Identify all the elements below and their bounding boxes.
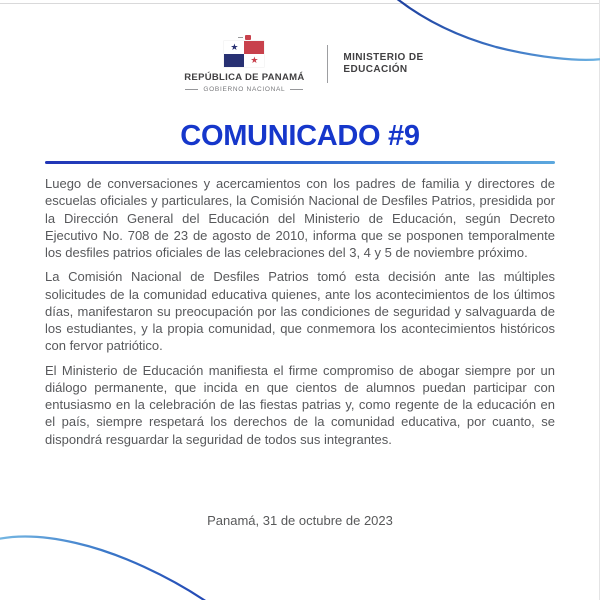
subtitle-left-line: [185, 89, 198, 90]
paragraph-1: Luego de conversaciones y acercamientos con los padres de familia y directores de escuelas oficiales y particulares, la Comisión Nacional de Desfiles Patrios, presidida por la Dirección General del Educación del Ministerio de Educación, según Decreto Ejecutivo No. 708 de 23 de agosto de 2010, informa que se posponen temporalmente los desfiles patrios oficiales de las celebraciones del 3, 4 y 5 de noviembre próximo.: [45, 176, 555, 260]
panama-flag-icon: ★ ★: [224, 41, 264, 67]
government-subtitle: [185, 86, 303, 93]
paragraph-3: El Ministerio de Educación manifiesta el firme compromiso de abogar siempre por un diálogo permanente, que incida en que cientos de alumnos puedan participar con entusiasmo en la celebración de las fiestas patrias y, como regente de la educación en el país, siempre respetará los derechos de la comunidad educativa, por cuanto, se dispondrá resguardar la seguridad de todos sus integrantes.: [45, 362, 555, 447]
header-vertical-divider: [327, 45, 328, 83]
decorative-curve-bottom-left: [0, 536, 207, 600]
government-label: GOBIERNO NACIONAL: [203, 86, 286, 93]
date-line: Panamá, 31 de octubre de 2023: [207, 513, 393, 528]
republic-brand: [176, 34, 312, 93]
subtitle-right-line: [290, 89, 303, 90]
ministry-name: [343, 52, 423, 76]
ministry-line2: EDUCACIÓN: [343, 63, 408, 75]
page-title: COMUNICADO #9: [180, 120, 420, 152]
ministry-line1: MINISTERIO DE: [343, 51, 424, 63]
republic-name: REPÚBLICA DE PANAMÁ: [184, 72, 305, 83]
title-underline-rule: [45, 161, 555, 164]
header: [0, 34, 600, 93]
flag-crest-icon: [238, 34, 251, 40]
communique-body: [45, 175, 555, 455]
top-border-line: [0, 3, 600, 4]
paragraph-2: La Comisión Nacional de Desfiles Patrios tomó esta decisión ante las múltiples solicitudes de la comunidad educativa quienes, ante los acontecimientos de los últimos días, manifestaron su preocupación por las condiciones de seguridad y salvaguarda de los estudiantes, y la propia comunidad, que conmemora los acontecimientos históricos con fervor patriótico.: [45, 269, 555, 354]
